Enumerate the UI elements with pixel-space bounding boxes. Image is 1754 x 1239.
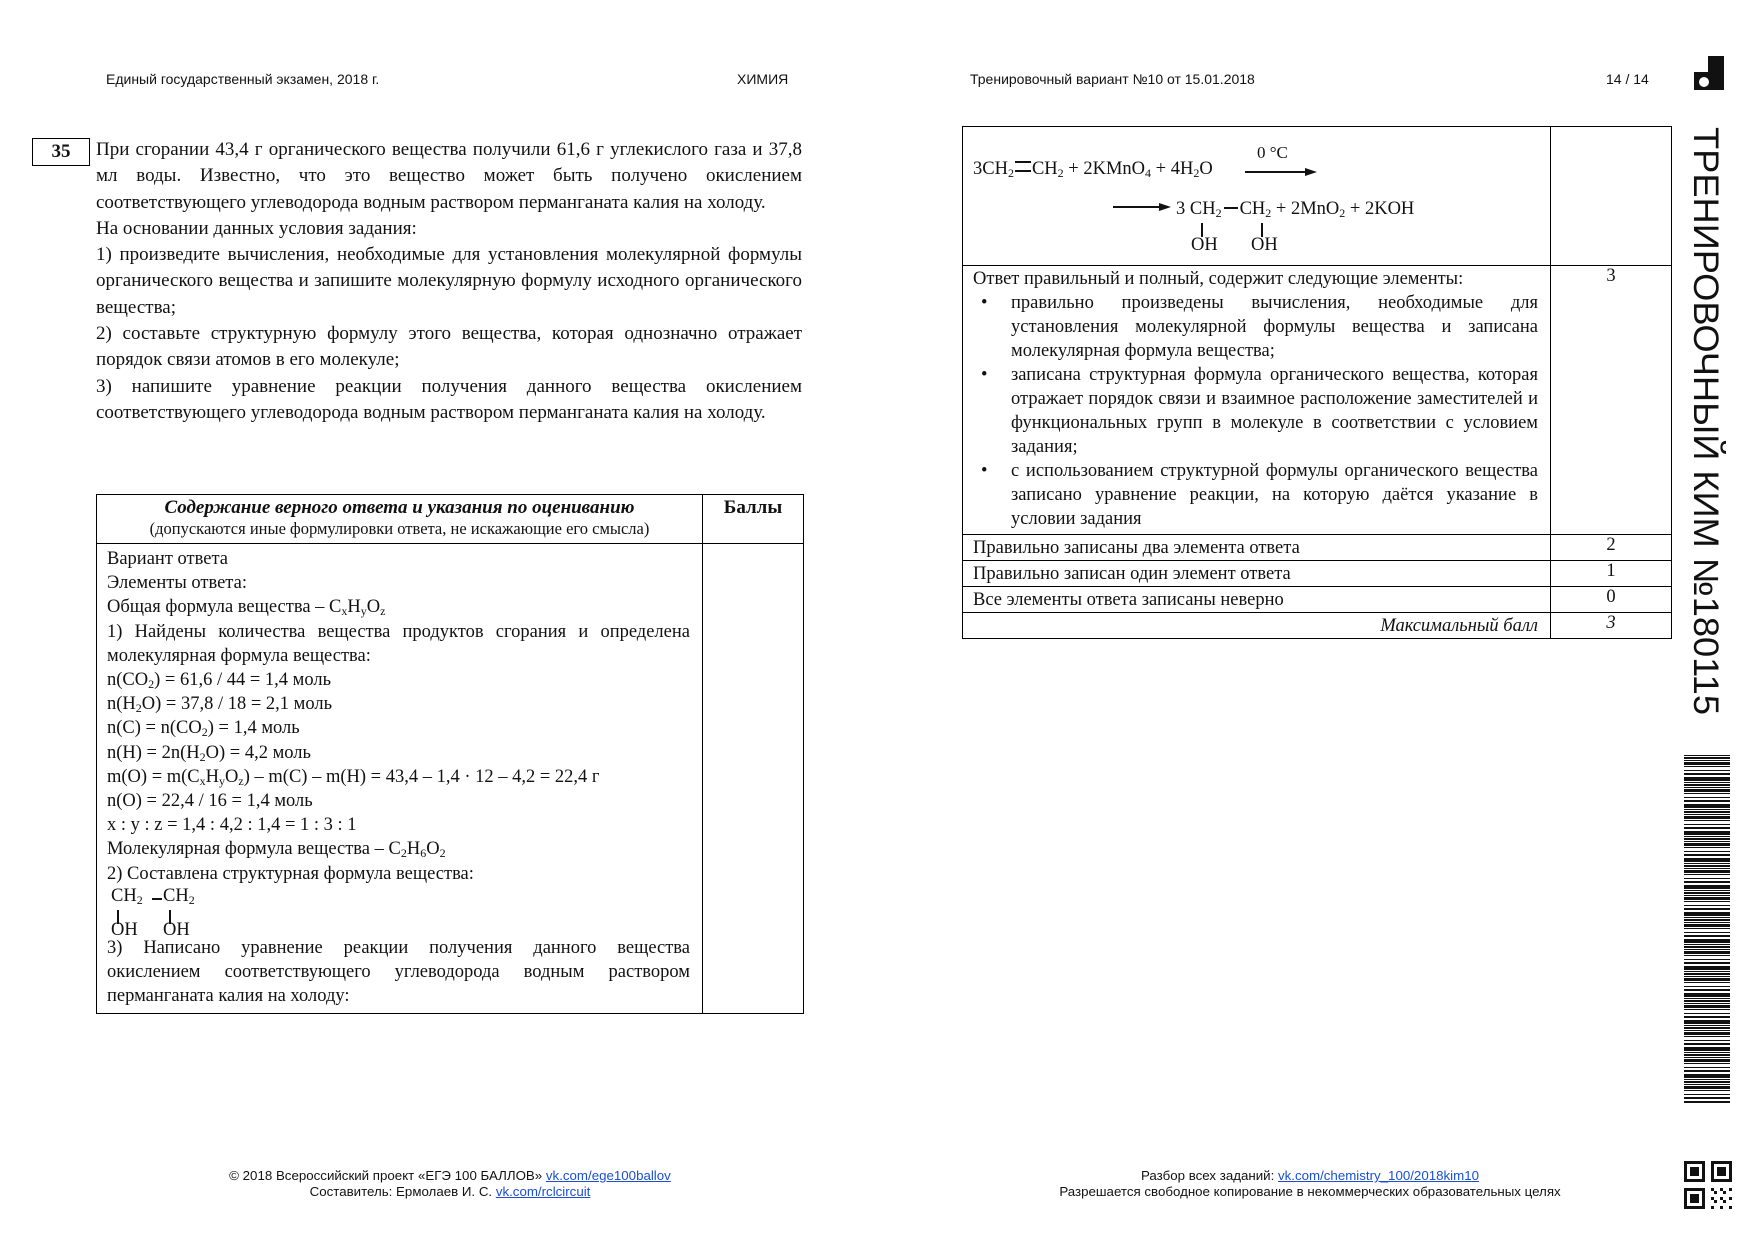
- molecular-formula: Молекулярная формула вещества – $C_2H_6O_2$: [107, 839, 446, 861]
- calc-line: $n(H_2O) = 37,8 / 18 = 2,1$ моль: [107, 694, 333, 716]
- header-variant: Тренировочный вариант №10 от 15.01.2018: [970, 71, 1255, 87]
- step-1: 1) Найдены количества вещества продуктов сгорания и определена молекулярная формула вещества:: [107, 621, 690, 666]
- footer-right: [990, 1168, 1630, 1200]
- reaction-arrow-icon: [1113, 202, 1171, 212]
- barcode-icon: [1684, 755, 1730, 1103]
- calc-line: $n(C) = n(CO_2) = 1,4$ моль: [107, 718, 300, 740]
- answer-elements: Элементы ответа:: [107, 573, 247, 594]
- score-0: 0: [1551, 587, 1672, 613]
- answer-table-title: Содержание верного ответа и указания по оцениванию: [164, 497, 635, 518]
- answer-variant: Вариант ответа: [107, 549, 228, 569]
- calc-line: $n(H) = 2n(H_2O) = 4,2$ моль: [107, 742, 311, 764]
- criteria-bullet: • с использованием структурной формулы органического вещества записано уравнение реакции, на которую даётся указание в условии задания: [973, 459, 1538, 531]
- score-3: 3: [1551, 266, 1672, 535]
- reaction-arrow-icon: [1245, 167, 1317, 177]
- answer-content: [97, 544, 703, 1014]
- qr-code-icon: [1684, 1161, 1732, 1209]
- logo-icon: [1694, 56, 1724, 90]
- bond-line: [1224, 207, 1238, 209]
- answer-table: [96, 494, 804, 1014]
- criteria-bullets: [973, 291, 1538, 531]
- double-bond: [1015, 161, 1031, 172]
- criteria-full-title: Ответ правильный и полный, содержит следующие элементы:: [973, 269, 1464, 289]
- reaction-equation: $3CH_2$ $CH_2$ + 2KMnO$_4$ + $4H_2O$ 0 °C 3 $CH_2$ $CH_2 + 2MnO_2 + 2KOH$ OH OH: [963, 127, 1551, 266]
- header-subject: ХИМИЯ: [737, 71, 789, 87]
- max-score: 3: [1551, 613, 1672, 639]
- criteria-full: [963, 266, 1551, 535]
- general-formula: Общая формула вещества – $C_xH_yO_z$: [107, 597, 386, 619]
- score-cell: [703, 544, 804, 1014]
- calc-line: $n(CO_2) = 61,6 / 44 = 1,4$ моль: [107, 670, 332, 692]
- task-paragraph: При сгорании 43,4 г органического вещества получили 61,6 г углекислого газа и 37,8 мл воды. Известно, что это вещество может быть получено окислением соответствующего углеводорода водным раствором перманганата калия на холоду.: [96, 139, 802, 213]
- task-paragraph: 1) произведите вычисления, необходимые для установления молекулярной формулы органического вещества и запишите молекулярную формулу исходного органического вещества;: [96, 244, 802, 318]
- structural-formula: $CH_2$ $CH_2$ OH OH: [111, 885, 195, 940]
- answer-table-note: (допускаются иные формулировки ответа, не искажающие его смысла): [149, 519, 650, 538]
- answer-table-header: [97, 495, 703, 544]
- step-3: 3) Написано уравнение реакции получения данного вещества окислением соответствующего углеводорода водным раствором перманганата калия на холоду:: [107, 937, 690, 1007]
- max-score-label: Максимальный балл: [963, 613, 1551, 639]
- header-page-number: 14 / 14: [1606, 71, 1649, 87]
- footer-link-author[interactable]: vk.com/rclcircuit: [495, 1184, 591, 1199]
- criteria-bullet: • правильно произведены вычисления, необходимые для установления молекулярной формулы вещества и записана молекулярная формула вещества;: [973, 291, 1538, 363]
- criteria-bullet: • записана структурная формула органического вещества, которая отражает порядок связи и взаимное расположение заместителей и функциональных групп в молекуле в соответствии с условием задания;: [973, 363, 1538, 459]
- score-cell: [1551, 127, 1672, 266]
- task-number: 35: [32, 138, 90, 166]
- bond-line: [152, 898, 162, 900]
- footer-author: Составитель: Ермолаев И. С.: [309, 1184, 496, 1199]
- criteria-row: Правильно записан один элемент ответа: [963, 561, 1551, 587]
- criteria-row: Все элементы ответа записаны неверно: [963, 587, 1551, 613]
- calc-line: $m(O) = m(C_xH_yO_z) - m(C) - m(H) = 43,4 - 1,4 \cdot 12 - 4,2 = 22,4$ г: [107, 766, 600, 788]
- header-exam-title: Единый государственный экзамен, 2018 г.: [106, 71, 380, 87]
- vertical-title: [1682, 127, 1730, 717]
- criteria-table: [962, 126, 1672, 639]
- footer-link-ege100[interactable]: vk.com/ege100ballov: [545, 1168, 671, 1183]
- task-paragraph: 2) составьте структурную формулу этого вещества, которая однозначно отражает порядок связи атомов в его молекуле;: [96, 323, 802, 371]
- footer-left: [150, 1168, 750, 1200]
- reaction-condition: 0 °C: [1257, 143, 1288, 162]
- footer-link-analysis[interactable]: vk.com/chemistry_100/2018kim10: [1277, 1168, 1479, 1183]
- calc-line: n(O) = 22,4 / 16 = 1,4 моль: [107, 791, 313, 812]
- task-paragraph: На основании данных условия задания:: [96, 217, 417, 239]
- score-2: 2: [1551, 535, 1672, 561]
- score-column-header: Баллы: [703, 495, 804, 544]
- footer-analysis: Разбор всех заданий:: [1141, 1168, 1278, 1183]
- svg-text:ТРЕНИРОВОЧНЫЙ КИМ №180115: ТРЕНИРОВОЧНЫЙ КИМ №180115: [1686, 127, 1725, 695]
- criteria-row: Правильно записаны два элемента ответа: [963, 535, 1551, 561]
- task-statement: [96, 137, 802, 426]
- step-2: 2) Составлена структурная формула вещества:: [107, 863, 474, 884]
- task-paragraph: 3) напишите уравнение реакции получения данного вещества окислением соответствующего углеводорода водным раствором перманганата калия на холоду.: [96, 375, 802, 423]
- footer-license: Разрешается свободное копирование в некоммерческих образовательных целях: [1059, 1184, 1561, 1199]
- calc-line: x : y : z = 1,4 : 4,2 : 1,4 = 1 : 3 : 1: [107, 815, 357, 836]
- footer-copyright: © 2018 Всероссийский проект «ЕГЭ 100 БАЛЛОВ»: [229, 1168, 546, 1183]
- score-1: 1: [1551, 561, 1672, 587]
